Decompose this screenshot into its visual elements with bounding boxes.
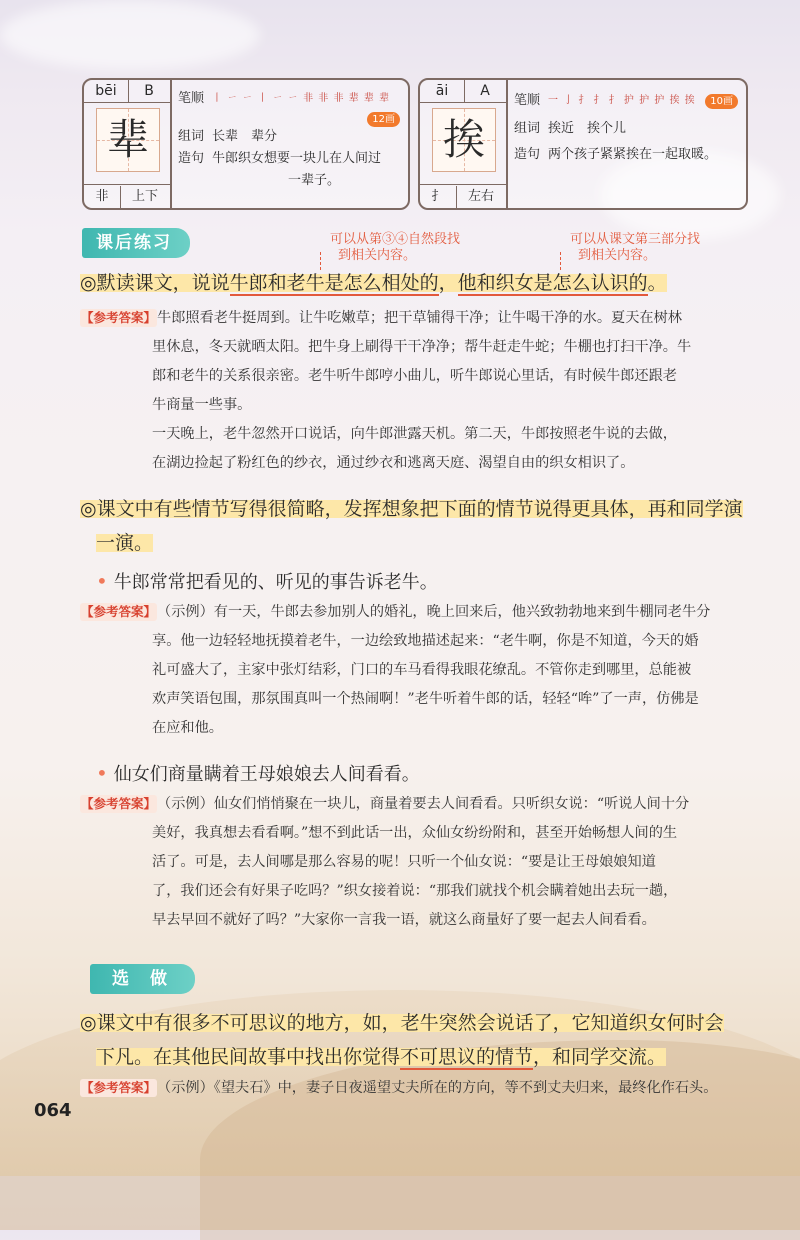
page-number: 064 xyxy=(34,1100,72,1121)
stroke-count-badge: 12画 xyxy=(367,112,400,127)
sub-item-2: • 仙女们商量瞒着王母娘娘去人间看看。 xyxy=(96,761,420,785)
stroke-count-badge: 10画 xyxy=(705,94,738,109)
character-info xyxy=(514,84,738,166)
character-cell xyxy=(84,80,172,208)
initial-letter: B xyxy=(144,83,154,99)
stroke-order: 一 亅 扌 扌 扌 护 护 护 挨 挨 xyxy=(548,95,696,106)
answer-4: 【参考答案】（示例）《望夫石》中，妻子日夜遥望丈夫所在的方向，等不到丈夫归来，最终化作石头。 xyxy=(81,1080,718,1096)
stroke-order-label: 笔顺 xyxy=(514,93,541,108)
words: 挨近 挨个儿 xyxy=(548,121,627,136)
hint-note: 可以从第③④自然段找 到相关内容。 xyxy=(330,232,461,263)
divider xyxy=(84,184,170,185)
question-2: ◎课文中有些情节写得很简略，发挥想象把下面的情节说得更具体，再和同学演 一演。 xyxy=(80,498,743,554)
answer-tag: 【参考答案】 xyxy=(81,310,157,325)
big-character: 辈 xyxy=(96,108,160,172)
character-cell xyxy=(420,80,508,208)
question-3: ◎课文中有很多不可思议的地方，如，老牛突然会说话了，它知道织女何时会 下凡。在其他民间故事中找出你觉得不可思议的情节，和同学交流。 xyxy=(80,1012,724,1068)
divider xyxy=(464,80,465,102)
words: 长辈 辈分 xyxy=(212,129,278,144)
answer-tag: 【参考答案】 xyxy=(81,604,157,619)
background-cloud xyxy=(0,0,260,70)
divider xyxy=(420,184,506,185)
sentence: 牛郎织女想要一块儿在人间过 xyxy=(212,151,382,166)
answer-tag: 【参考答案】 xyxy=(81,796,157,811)
divider xyxy=(84,102,170,103)
pinyin: āi xyxy=(435,83,449,99)
answer-tag: 【参考答案】 xyxy=(81,1080,157,1095)
words-label: 组词 xyxy=(514,121,541,136)
big-character: 挨 xyxy=(432,108,496,172)
answer-1: 【参考答案】牛郎照看老牛挺周到。让牛吃嫩草；把干草铺得干净；让牛喝干净的水。夏天在树林 里休息，冬天就晒太阳。把牛身上刷得干干净净；帮牛赶走牛蛇；牛棚也打扫干净。牛 郎和老牛的关系很亲密。老牛听牛郎哼小曲儿，听牛郎说心里话，有时候牛郎还跟老 牛商量一些事。 一天晚上，老牛忽然开口说话，向牛郎泄露天机。第二天，牛郎按照老牛说的去做， 在湖边捡起了粉红色的纱衣，通过纱衣和逃离天庭、渴望自由的织女相识了。 xyxy=(81,310,692,471)
hint-note: 可以从课文第三部分找 到相关内容。 xyxy=(570,232,701,263)
structure: 上下 xyxy=(131,189,158,204)
answer-2: 【参考答案】（示例）有一天，牛郎去参加别人的婚礼，晚上回来后，他兴致勃勃地来到牛棚同老牛分 享。他一边轻轻地抚摸着老牛，一边绘致地描述起来：“老牛啊，你是不知道，今天的婚 礼可盛大了，主家中张灯结彩，门口的车马看得我眼花缭乱。不管你走到哪里，总能被 欢声笑语包围，那氛围真叫一个热闹啊！”老牛听着牛郎的话，轻轻“哞”了一声，仿佛是 在应和他。 xyxy=(81,604,711,736)
structure: 左右 xyxy=(467,189,494,204)
section-label-optional: 选 做 xyxy=(90,964,195,994)
character-card-bei xyxy=(82,78,410,210)
character-info xyxy=(178,84,400,192)
divider xyxy=(420,102,506,103)
divider xyxy=(128,80,129,102)
words-label: 组词 xyxy=(178,129,205,144)
sub-item-1: • 牛郎常常把看见的、听见的事告诉老牛。 xyxy=(96,569,438,593)
sentence-continued: 一辈子。 xyxy=(288,173,341,188)
initial-letter: A xyxy=(480,83,490,99)
pinyin: bēi xyxy=(95,83,117,99)
radical: 非 xyxy=(95,189,109,204)
question-1: ◎默读课文，说说牛郎和老牛是怎么相处的，他和织女是怎么认识的。 xyxy=(80,272,667,294)
stroke-order: 丨 ㄧ ㄧ 丨 ㄧ ㄧ 非 非 非 辈 辈 辈 xyxy=(212,93,390,104)
section-label-exercises: 课后练习 xyxy=(82,228,190,258)
sentence-label: 造句 xyxy=(514,147,541,162)
radical: 扌 xyxy=(431,189,445,204)
answer-3: 【参考答案】（示例）仙女们悄悄聚在一块儿，商量着要去人间看看。只听织女说：“听说人间十分 美好，我真想去看看啊。”想不到此话一出，众仙女纷纷附和，甚至开始畅想人间的生 活了。可是，去人间哪是那么容易的呢！只听一个仙女说：“要是让王母娘娘知道 了，我们还会有好果子吃吗？”织女接着说：“那我们就找个机会瞒着她出去玩一趟， 早去早回不就好了吗？”大家你一言我一语，就这么商量好了要一起去人间看看。 xyxy=(81,796,690,928)
character-card-ai xyxy=(418,78,748,210)
stroke-order-label: 笔顺 xyxy=(178,91,205,106)
sentence: 两个孩子紧紧挨在一起取暖。 xyxy=(548,147,718,162)
sentence-label: 造句 xyxy=(178,151,205,166)
